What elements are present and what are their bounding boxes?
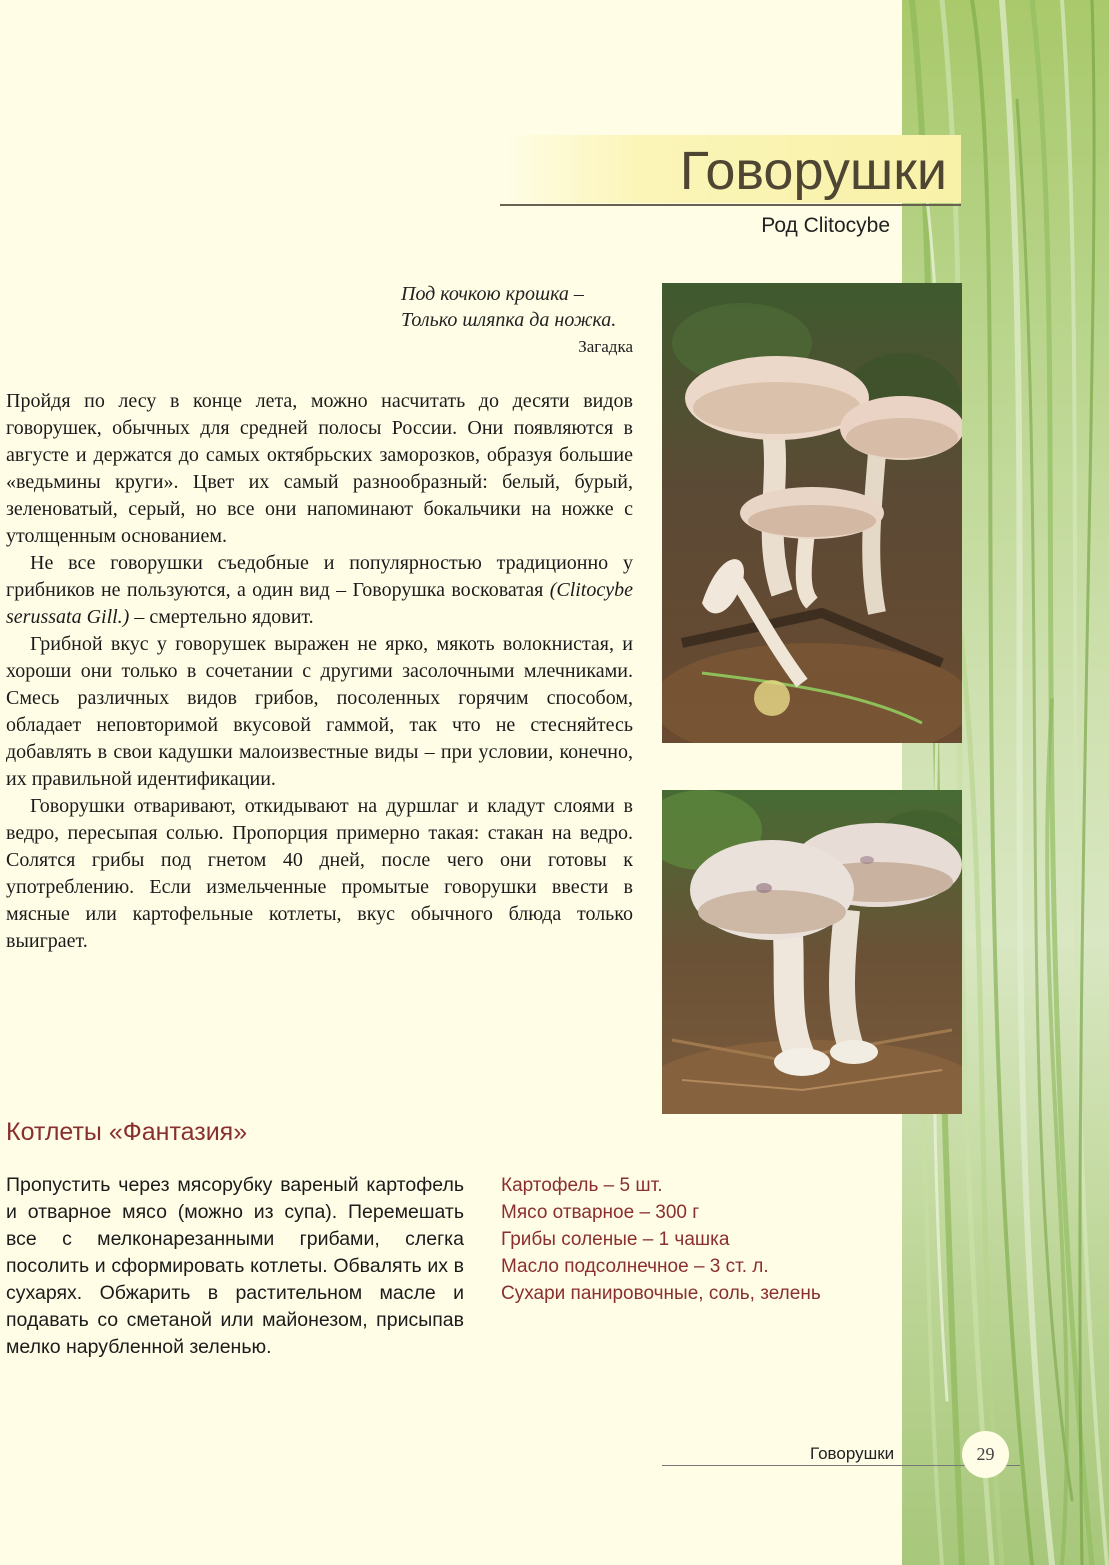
recipe-title: Котлеты «Фантазия» [6, 1118, 248, 1146]
riddle-source: Загадка [578, 337, 633, 356]
ingredient-item: Сухари панировочные, соль, зелень [501, 1283, 821, 1304]
article-paragraph: Говорушки отваривают, откидывают на дуршлаг и кладут слоями в ведро, пересыпая солью. Пропорция примерно такая: стакан на ведро. Солятся грибы под гнетом 40 дней, после чего они готовы к употреблению. Если измельченные промытые говорушки ввести в мясные или картофельные котлеты, вкус обычного блюда только выиграет. [6, 795, 633, 952]
article-text: – смертельно ядовит. [129, 606, 314, 628]
mushroom-photo-1 [662, 283, 962, 743]
title-divider [500, 204, 961, 206]
article-body [6, 388, 633, 955]
article-text: Не все говорушки съедобные и популярностью традиционно у грибников не пользуются, а один вид – Говорушка восковатая [6, 552, 633, 601]
riddle-line-2: Только шляпка да ножка. [401, 309, 617, 331]
riddle-line-1: Под кочкою крошка – [401, 283, 584, 305]
page-title: Говорушки [679, 141, 947, 201]
grass-background [902, 0, 1109, 1565]
footer-section-title: Говорушки [810, 1444, 895, 1463]
ingredient-item: Мясо отварное – 300 г [501, 1202, 700, 1223]
page-number: 29 [962, 1431, 1009, 1478]
mushroom-photo-2 [662, 790, 962, 1114]
article-paragraph: Грибной вкус у говорушек выражен не ярко, мякоть волокнистая, и хороши они только в сочетании с другими засолочными млечниками. Смесь различных видов грибов, посоленных горячим способом, обладает неповторимой вкусовой гаммой, так что не стесняйтесь добавлять в свои кадушки малоизвестные виды – при условии, конечно, их правильной идентификации. [6, 633, 633, 790]
ingredient-item: Масло подсолнечное – 3 ст. л. [501, 1256, 769, 1277]
ingredients-list [501, 1172, 821, 1307]
ingredient-item: Грибы соленые – 1 чашка [501, 1229, 730, 1250]
recipe-instructions: Пропустить через мясорубку вареный картофель и отварное мясо (можно из супа). Перемешать все с мелконарезанными грибами, слегка посолить и сформировать котлеты. Обвалять их в сухарях. Обжарить в растительном масле и подавать со сметаной или майонезом, присыпав мелко нарубленной зеленью. [6, 1174, 464, 1358]
genus-subtitle: Род Clitocybe [761, 214, 890, 237]
article-paragraph: Пройдя по лесу в конце лета, можно насчитать до десяти видов говорушек, обычных для средней полосы России. Они появляются в августе и держатся до самых октябрьских заморозков, образуя большие «ведьмины круги». Цвет их самый разнообразный: белый, бурый, зеленоватый, серый, но все они напоминают бокальчики на ножке с утолщенным основанием. [6, 390, 633, 547]
latin-name: (Clitocybe serussata Gill.) [6, 579, 633, 628]
article-paragraph [6, 550, 633, 631]
riddle [401, 281, 633, 357]
ingredient-item: Картофель – 5 шт. [501, 1175, 663, 1196]
